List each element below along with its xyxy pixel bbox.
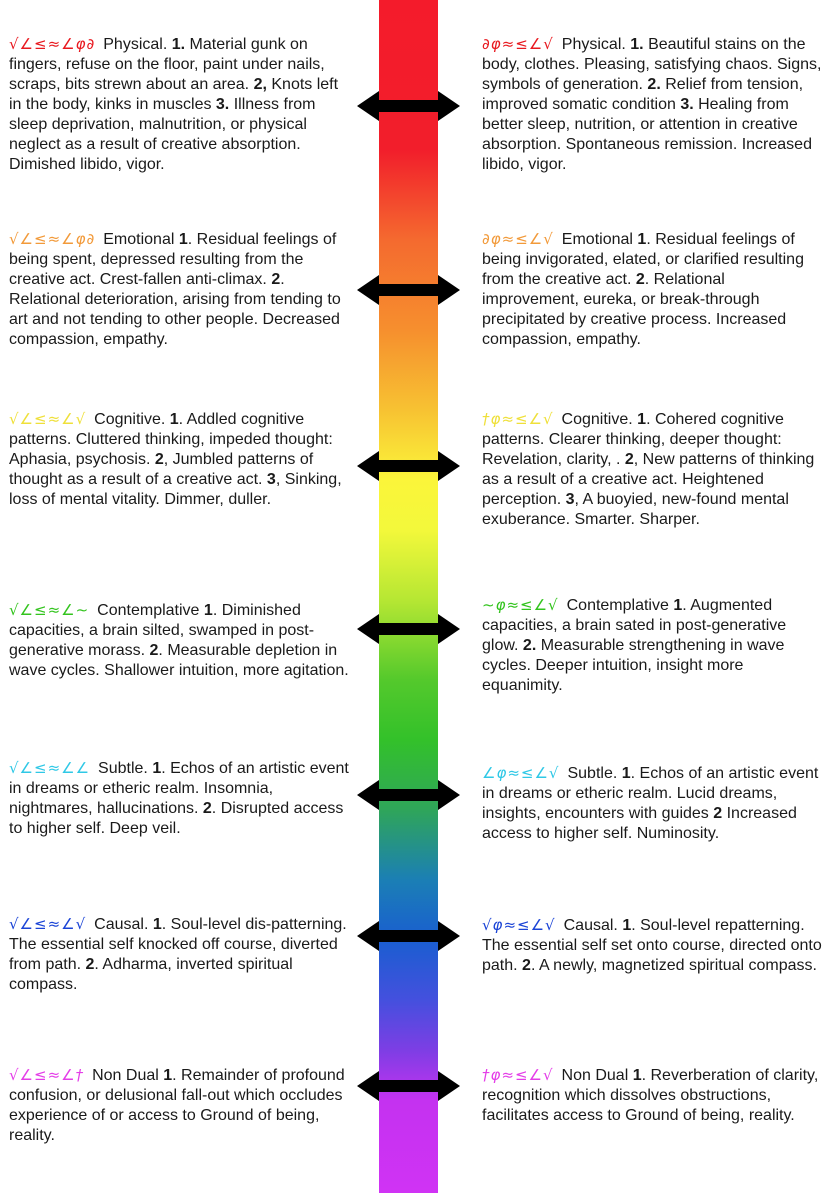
double-arrow-nondual	[357, 1069, 460, 1103]
left-nondual-text: √∠≤≈∠† Non Dual 1. Remainder of profound confusion, or delusional fall-out which occludes experience of or access to Ground of being, reality.	[9, 1066, 345, 1144]
left-causal-text: √∠≤≈∠√ Causal. 1. Soul-level dis-patterning. The essential self knocked off course, diverted from path. 2. Adharma, inverted spiritual compass.	[9, 915, 347, 993]
left-emotional-text: √∠≤≈∠φ∂ Emotional 1. Residual feelings of being spent, depressed resulting from the creative act. Crest-fallen anti-climax. 2. Relational deterioration, arising from tending to art and not tending to other people. Decreased compassion, empathy.	[9, 230, 341, 348]
glyph-symbol: ∠φ≈≤∠√	[482, 764, 560, 782]
glyph-symbol: √∠≤≈∠√	[9, 915, 87, 933]
glyph-symbol: √φ≈≤∠√	[482, 916, 556, 934]
glyph-symbol: †φ≈≤∠√	[482, 1066, 554, 1084]
glyph-symbol: ∂φ≈≤∠√	[482, 230, 554, 248]
double-arrow-causal	[357, 919, 460, 953]
right-causal-text: √φ≈≤∠√ Causal. 1. Soul-level repatterning. The essential self set onto course, directed onto path. 2. A newly, magnetized spiritual compass.	[482, 916, 822, 974]
double-arrow-physical	[357, 89, 460, 123]
glyph-symbol: √∠≤≈∠φ∂	[9, 230, 96, 248]
glyph-symbol: √∠≤≈∠√	[9, 410, 87, 428]
glyph-symbol: √∠≤≈∠∼	[9, 601, 90, 619]
glyph-symbol: †φ≈≤∠√	[482, 410, 554, 428]
right-physical-text: ∂φ≈≤∠√ Physical. 1. Beautiful stains on the body, clothes. Pleasing, satisfying chaos. Signs, symbols of generation. 2. Relief from tension, improved somatic condition 3. Healing from better sleep, nutrition, or attention in creative absorption. Spontaneous remission. Increased libido, vigor.	[482, 35, 822, 173]
right-contemplative-text: ∼φ≈≤∠√ Contemplative 1. Augmented capacities, a brain sated in post-generative glow. 2. Measurable strengthening in wave cycles. Deeper intuition, insight more equanimity.	[482, 596, 787, 694]
color-spectrum-bar	[379, 0, 438, 1193]
right-nondual-text: †φ≈≤∠√ Non Dual 1. Reverberation of clarity, recognition which dissolves obstructions, facilitates access to Ground of being, reality.	[482, 1066, 819, 1124]
glyph-symbol: √∠≤≈∠φ∂	[9, 35, 96, 53]
double-arrow-contemplative	[357, 612, 460, 646]
left-contemplative-text: √∠≤≈∠∼ Contemplative 1. Diminished capacities, a brain silted, swamped in post-generative morass. 2. Measurable depletion in wave cycles. Shallower intuition, more agitation.	[9, 601, 349, 679]
double-arrow-subtle	[357, 778, 460, 812]
right-cognitive-text: †φ≈≤∠√ Cognitive. 1. Cohered cognitive patterns. Clearer thinking, deeper thought: Revelation, clarity, . 2, New patterns of thinking as a result of a creative act. Heightened perception. 3, A buoyied, new-found mental exuberance. Smarter. Sharper.	[482, 410, 815, 528]
left-cognitive-text: √∠≤≈∠√ Cognitive. 1. Addled cognitive patterns. Cluttered thinking, impeded thought: Aphasia, psychosis. 2, Jumbled patterns of thought as a result of a creative act. 3, Sinking, loss of mental vitality. Dimmer, duller.	[9, 410, 342, 508]
left-subtle-text: √∠≤≈∠∠ Subtle. 1. Echos of an artistic event in dreams or etheric realm. Insomnia, nightmares, hallucinations. 2. Disrupted access to higher self. Deep veil.	[9, 759, 349, 837]
glyph-symbol: ∼φ≈≤∠√	[482, 596, 559, 614]
glyph-symbol: ∂φ≈≤∠√	[482, 35, 554, 53]
right-emotional-text: ∂φ≈≤∠√ Emotional 1. Residual feelings of being invigorated, elated, or clarified resulting from the creative act. 2. Relational improvement, eureka, or break-through precipitated by creative process. Increased compassion, empathy.	[482, 230, 804, 348]
double-arrow-emotional	[357, 273, 460, 307]
glyph-symbol: √∠≤≈∠†	[9, 1066, 85, 1084]
glyph-symbol: √∠≤≈∠∠	[9, 759, 91, 777]
left-physical-text: √∠≤≈∠φ∂ Physical. 1. Material gunk on fingers, refuse on the floor, paint under nails, scraps, bits strewn about an area. 2, Knots left in the body, kinks in muscles 3. Illness from sleep deprivation, malnutrition, or physical neglect as a result of creative absorption. Dimished libido, vigor.	[9, 35, 339, 173]
right-subtle-text: ∠φ≈≤∠√ Subtle. 1. Echos of an artistic event in dreams or etheric realm. Lucid dreams, insights, encounters with guides 2 Increased access to higher self. Numinosity.	[482, 764, 819, 842]
double-arrow-cognitive	[357, 449, 460, 483]
